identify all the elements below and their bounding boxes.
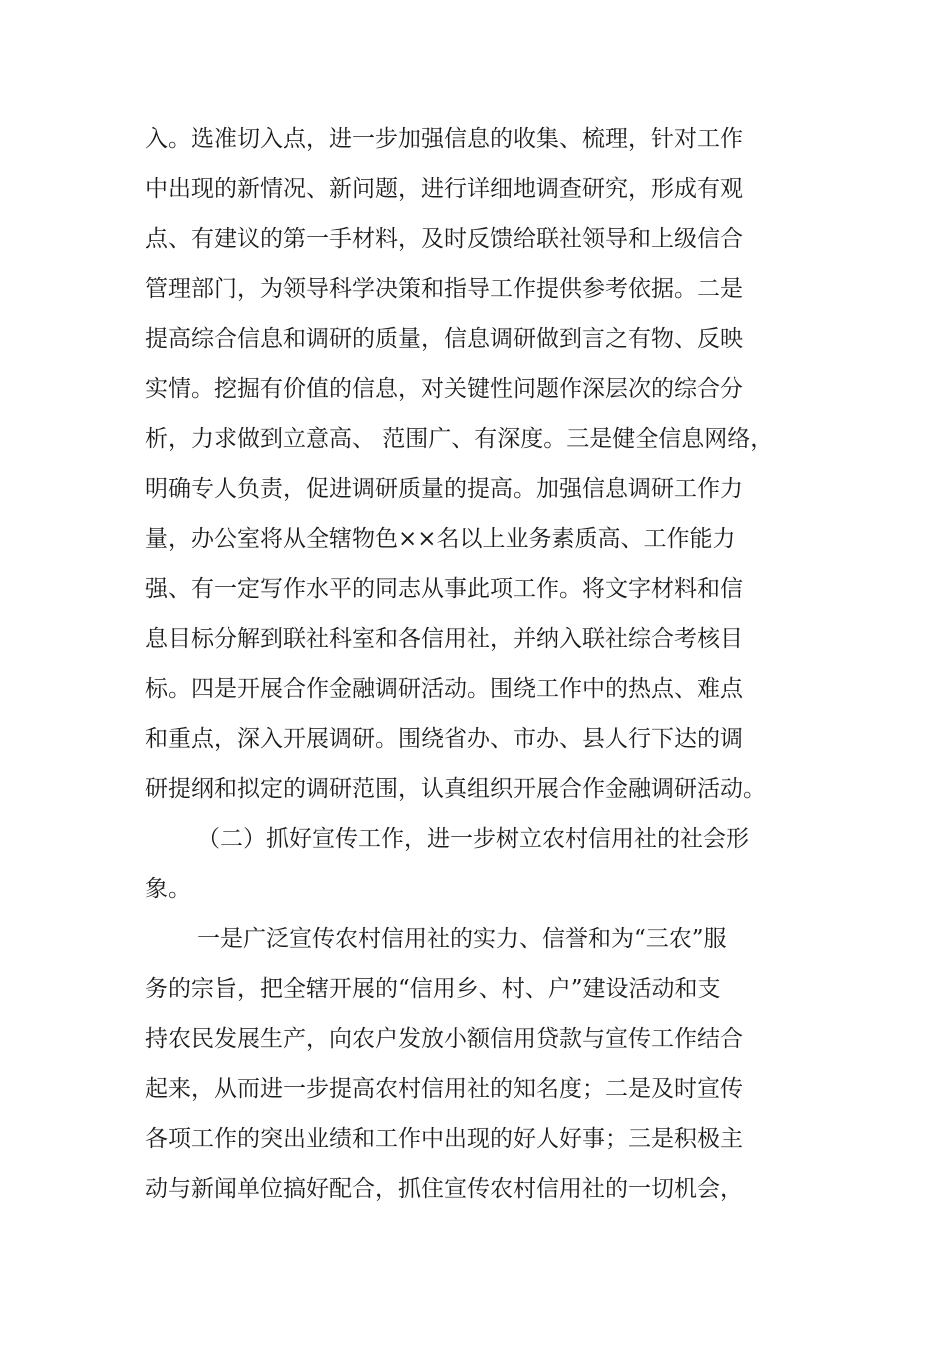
body-text-line: 明确专人负责，促进调研质量的提高。加强信息调研工作力 <box>145 476 743 502</box>
paragraph-first-line: 一是广泛宣传农村信用社的实力、信誉和为“三农”服 <box>197 926 727 952</box>
body-text-line: 和重点，深入开展调研。围绕省办、市办、县人行下达的调 <box>145 726 743 752</box>
body-text-line: 量，办公室将从全辖物色××名以上业务素质高、工作能力 <box>145 526 736 552</box>
body-text-line: 标。四是开展合作金融调研活动。围绕工作中的热点、难点 <box>145 676 743 702</box>
body-text-line: 起来，从而进一步提高农村信用社的知名度；二是及时宣传 <box>145 1076 743 1102</box>
body-text-line: 中出现的新情况、新问题，进行详细地调查研究，形成有观 <box>145 176 743 202</box>
body-text-line: 息目标分解到联社科室和各信用社，并纳入联社综合考核目 <box>145 626 743 652</box>
body-text-line: 研提纲和拟定的调研范围，认真组织开展合作金融调研活动。 <box>145 776 766 802</box>
body-text-line: 动与新闻单位搞好配合，抓住宣传农村信用社的一切机会， <box>145 1176 743 1202</box>
body-text-line: 析，力求做到立意高、 范围广、有深度。三是健全信息网络， <box>145 426 774 452</box>
body-text-line: 各项工作的突出业绩和工作中出现的好人好事；三是积极主 <box>145 1126 743 1152</box>
body-text-line: 强、有一定写作水平的同志从事此项工作。将文字材料和信 <box>145 576 743 602</box>
section-heading: （二）抓好宣传工作，进一步树立农村信用社的社会形 <box>197 826 749 852</box>
body-text-line: 管理部门，为领导科学决策和指导工作提供参考依据。二是 <box>145 276 743 302</box>
body-text-line: 实情。挖掘有价值的信息，对关键性问题作深层次的综合分 <box>145 376 743 402</box>
body-text-line: 象。 <box>145 876 191 902</box>
body-text-line: 持农民发展生产，向农户发放小额信用贷款与宣传工作结合 <box>145 1026 743 1052</box>
body-text-line: 点、有建议的第一手材料，及时反馈给联社领导和上级信合 <box>145 226 743 252</box>
body-text-line: 务的宗旨，把全辖开展的“信用乡、村、户”建设活动和支 <box>145 976 721 1002</box>
body-text-line: 入。选准切入点，进一步加强信息的收集、梳理，针对工作 <box>145 126 743 152</box>
body-text-line: 提高综合信息和调研的质量，信息调研做到言之有物、反映 <box>145 326 743 352</box>
